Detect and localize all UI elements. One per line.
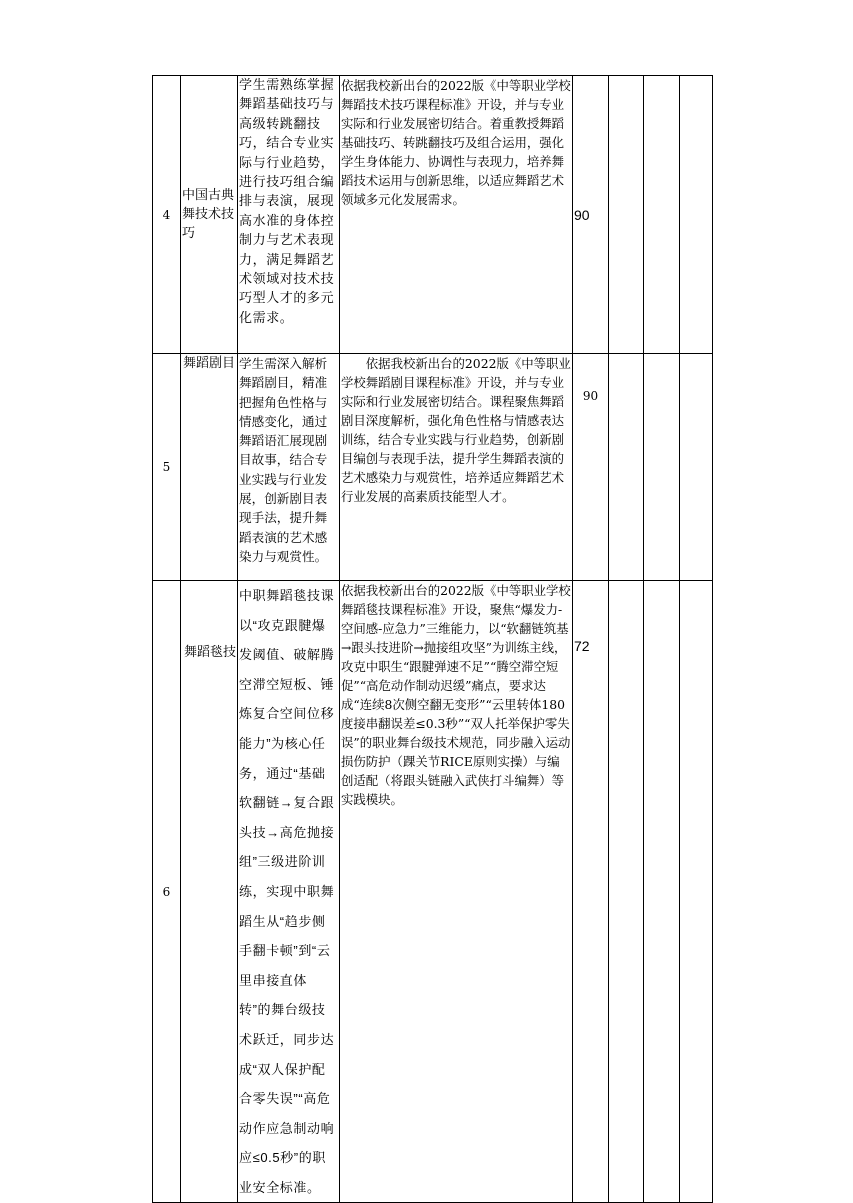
course-name: 中国古典舞技术技巧 <box>181 76 238 354</box>
empty-cell <box>609 581 644 1203</box>
course-table <box>152 75 713 1203</box>
empty-cell <box>644 581 680 1203</box>
course-name: 舞蹈毯技 <box>181 581 238 1203</box>
empty-cell <box>609 76 644 354</box>
course-description: 依据我校新出台的2022版《中等职业学校舞蹈剧目课程标准》开设，并与专业实际和行业发展密切结合。课程聚焦舞蹈剧目深度解析，强化角色性格与情感表达训练，结合专业实践与行业趋势，创新剧目编创与表现手法，提升学生舞蹈表演的艺术感染力与观赏性，培养适应舞蹈艺术行业发展的高素质技能型人才。 <box>340 354 573 581</box>
row-number: 4 <box>153 76 181 354</box>
row-number: 6 <box>153 581 181 1203</box>
empty-cell <box>609 354 644 581</box>
row-number: 5 <box>153 354 181 581</box>
empty-cell <box>644 354 680 581</box>
course-hours: 72 <box>573 581 609 1203</box>
table-row <box>153 76 713 354</box>
course-name: 舞蹈剧目 <box>181 354 238 581</box>
table-row <box>153 354 713 581</box>
table-row <box>153 581 713 1203</box>
empty-cell <box>680 76 713 354</box>
course-description: 依据我校新出台的2022版《中等职业学校舞蹈技术技巧课程标准》开设，并与专业实际和行业发展密切结合。着重教授舞蹈基础技巧、转跳翻技巧及组合运用，强化学生身体能力、协调性与表现力，培养舞蹈技术运用与创新思维，以适应舞蹈艺术领域多元化发展需求。 <box>340 76 573 354</box>
empty-cell <box>680 354 713 581</box>
course-description: 依据我校新出台的2022版《中等职业学校舞蹈毯技课程标准》开设，聚焦“爆发力-空间感-应急力”三维能力，以“软翻链筑基→跟头技进阶→抛接组攻坚”为训练主线，攻克中职生“跟腱弹速不足”“腾空滞空短促”“高危动作制动迟缓”痛点，要求达成“连续8次侧空翻无变形”“云里转体180度接串翻误差≤0.3秒”“双人托举保护零失误”的职业舞台级技术规范，同步融入运动损伤防护（踝关节RICE原则实操）与编创适配（将跟头链融入武侠打斗编舞）等实践模块。 <box>340 581 573 1203</box>
course-hours: 90 <box>573 354 609 581</box>
course-goal: 学生需熟练掌握舞蹈基础技巧与高级转跳翻技巧，结合专业实际与行业趋势，进行技巧组合编排与表演，展现高水准的身体控制力与艺术表现力，满足舞蹈艺术领域对技术技巧型人才的多元化需求。 <box>238 76 340 354</box>
course-hours: 90 <box>573 76 609 354</box>
course-goal: 学生需深入解析舞蹈剧目，精准把握角色性格与情感变化，通过舞蹈语汇展现剧目故事，结合专业实践与行业发展，创新剧目表现手法，提升舞蹈表演的艺术感染力与观赏性。 <box>238 354 340 581</box>
course-goal: 中职舞蹈毯技课以“攻克跟腱爆发阈值、破解腾空滞空短板、锤炼复合空间位移能力”为核心任务，通过“基础软翻链→复合跟头技→高危抛接组”三级进阶训练，实现中职舞蹈生从“趋步侧手翻卡顿”到“云里串接直体转”的舞台级技术跃迁，同步达成“双人保护配合零失误”“高危动作应急制动响应≤0.5秒”的职业安全标准。 <box>238 581 340 1203</box>
empty-cell <box>680 581 713 1203</box>
empty-cell <box>644 76 680 354</box>
